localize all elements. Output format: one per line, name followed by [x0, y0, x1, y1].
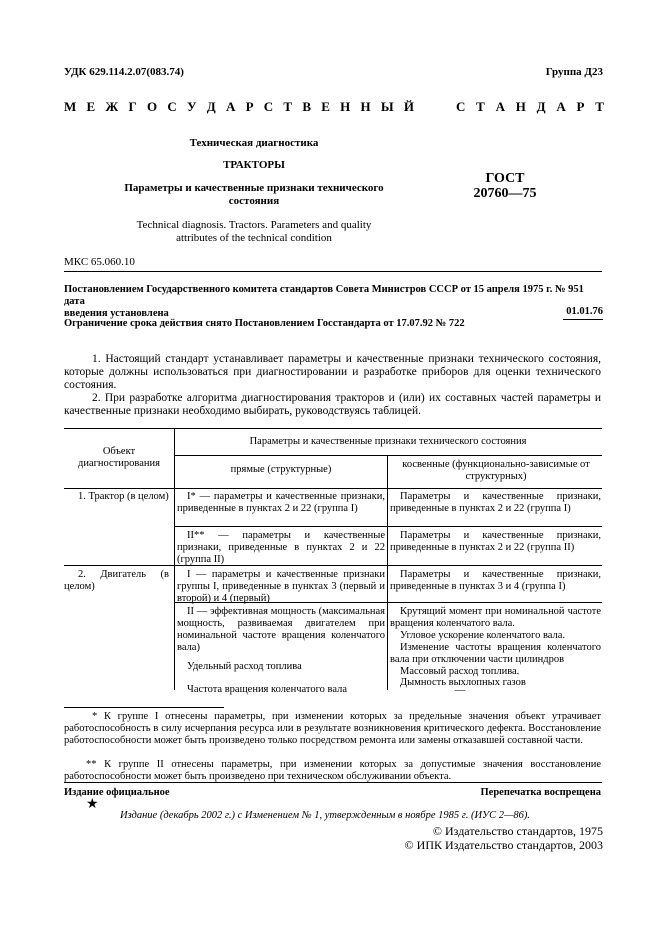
- title-sub-line2: состояния: [228, 195, 280, 207]
- heading-letter: Й: [403, 99, 414, 114]
- heading-letter: А: [495, 99, 505, 114]
- row1-object: 1. Трактор (в целом): [78, 491, 169, 502]
- row2b-indirect-fuelmass: Массовый расход топлива.: [400, 666, 520, 677]
- gost-label: ГОСТ: [485, 171, 525, 186]
- title-sub-line1: Параметры и качественные признаки технического: [124, 182, 384, 194]
- title-english-line1: Technical diagnosis. Tractors. Parameters and quality: [136, 219, 372, 231]
- table-hline-params: [175, 455, 602, 456]
- heading-letter: Т: [476, 99, 485, 114]
- heading-letter: Д: [206, 99, 216, 114]
- copyright-2003: © ИПК Издательство стандартов, 2003: [404, 838, 603, 852]
- heading-letter: С: [263, 99, 274, 114]
- heading-letter: С: [167, 99, 177, 114]
- table-hline-row1: [175, 526, 602, 527]
- title-sub: [64, 182, 444, 208]
- row1b-indirect: Параметры и качественные признаки, приведенные в пунктах 2 и 22 (группа II): [390, 530, 601, 553]
- paragraph-1: 1. Настоящий стандарт устанавливает параметры и качественные признаки технического состояния, которые должны использоваться при диагностировании и разработке приборов для оценки технического состояния.: [64, 353, 601, 391]
- resolution-line1: Постановлением Государственного комитета стандартов Совета Министров СССР от 15 апреля 1975 г. № 951 дата: [64, 284, 584, 307]
- heading-letter: Н: [515, 99, 526, 114]
- mks-code: МКС 65.060.10: [64, 256, 135, 268]
- title-main: ТРАКТОРЫ: [223, 159, 285, 171]
- heading-word-interstate: [64, 99, 414, 115]
- row2a-indirect: Параметры и качественные признаки, приведенные в пунктах 3 и 4 (группа I): [390, 569, 601, 592]
- reprint-prohibited: Перепечатка воспрещена: [480, 787, 601, 798]
- heading-letter: А: [225, 99, 236, 114]
- row1a-indirect: Параметры и качественные признаки, приведенные в пунктах 2 и 22 (группа I): [390, 491, 601, 514]
- group-code: Группа Д23: [545, 66, 603, 78]
- footnote-1: * К группе I отнесены параметры, при изменении которых за предельные значения объект утрачивает работоспособность в силу исчерпания ресурса или в результате возникновения критического дефекта. Восстановление работоспособности может быть произведено только посредством ремонта или замены отказавшей составной части.: [64, 711, 601, 746]
- divider-top: [64, 271, 602, 272]
- copyright-1975: © Издательство стандартов, 1975: [432, 824, 603, 838]
- edition-note: Издание (декабрь 2002 г.) с Изменением № 1, утвержденным в ноябре 1985 г. (ИУС 2—86).: [120, 810, 530, 821]
- gost-designation: [455, 171, 555, 201]
- row2b-direct-fuel: Удельный расход топлива: [187, 661, 302, 672]
- row2b-direct-power: II — эффективная мощность (максимальная мощность, развиваемая двигателем при номинальной частоте вращения коленчатого вала): [177, 606, 385, 653]
- heading-letter: М: [64, 99, 77, 114]
- row2b-indirect-speedchange: Изменение частоты вращения коленчатого вала при отключении части цилиндров: [390, 642, 601, 665]
- heading-letter: Ы: [380, 99, 394, 114]
- title-subject: Техническая диагностика: [189, 137, 319, 149]
- table-hline-header: [64, 488, 602, 489]
- footnote-rule: [64, 707, 224, 708]
- row2b-direct-rpm: Частота вращения коленчатого вала: [187, 684, 347, 695]
- heading-letter: У: [187, 99, 197, 114]
- heading-letter: Е: [86, 99, 96, 114]
- heading-letter: Р: [576, 99, 585, 114]
- official-edition: Издание официальное: [64, 787, 170, 798]
- row2b-indirect-accel: Угловое ускорение коленчатого вала.: [400, 630, 566, 641]
- resolution-line2: введения установлена: [64, 308, 169, 319]
- heading-word-standard: [456, 99, 604, 115]
- title-english-line2: attributes of the technical condition: [176, 232, 332, 244]
- th-direct: прямые (структурные): [230, 464, 332, 475]
- heading-letter: А: [556, 99, 566, 114]
- row2b-indirect-dash: —: [454, 685, 466, 696]
- heading-letter: Т: [283, 99, 293, 114]
- heading-letter: Г: [128, 99, 137, 114]
- th-object: Объект диагностирования: [78, 446, 160, 469]
- interstate-standard-heading: [64, 99, 604, 115]
- star-icon: ★: [86, 797, 99, 812]
- row2b-indirect-torque: Крутящий момент при номинальной частоте вращения коленчатого вала.: [390, 606, 601, 629]
- title-english: [64, 219, 444, 245]
- heading-letter: Н: [360, 99, 371, 114]
- limit-removed-text: Ограничение срока действия снято Постановлением Госстандарта от 17.07.92 № 722: [64, 318, 465, 329]
- divider-bottom: [64, 782, 602, 783]
- heading-letter: Е: [321, 99, 330, 114]
- table-vline-1: [174, 429, 175, 690]
- footnote-2: ** К группе II отнесены параметры, при изменении которых за допустимые значения восстановление работоспособности может быть произведено при техническом обслуживании объекта.: [64, 759, 601, 782]
- table-top-border: [64, 428, 602, 429]
- heading-letter: Ж: [105, 99, 119, 114]
- row2a-direct: I — параметры и качественные признаки группы I, приведенные в пунктах 3 (первый и второй) и 4 (первый): [177, 569, 385, 604]
- heading-letter: Т: [595, 99, 604, 114]
- row1a-direct: I* — параметры и качественные признаки, приведенные в пунктах 2 и 22 (группа I): [177, 491, 385, 514]
- heading-letter: Д: [536, 99, 546, 114]
- udk-code: УДК 629.114.2.07(083.74): [64, 66, 184, 78]
- row1b-direct: II** — параметры и качественные признаки, приведенные в пунктах 2 и 22 (группа II): [177, 530, 385, 565]
- paragraph-2: 2. При разработке алгоритма диагностирования тракторов и (или) их составных частей параметры и качественные признаки необходимо выбирать, руководствуясь таблицей.: [64, 392, 601, 417]
- table-vline-2: [387, 455, 388, 690]
- row2b-indirect-smoke: Дымность выхлопных газов: [400, 677, 526, 688]
- heading-letter: О: [147, 99, 158, 114]
- heading-letter: В: [302, 99, 311, 114]
- heading-letter: С: [456, 99, 466, 114]
- introduction-date: 01.01.76: [566, 306, 603, 317]
- heading-letter: Н: [340, 99, 351, 114]
- th-indirect: косвенные (функционально-зависимые от структурных): [402, 459, 590, 482]
- row2-object: 2. Двигатель (в целом): [64, 569, 169, 592]
- resolution-text: [64, 284, 602, 320]
- th-params: Параметры и качественные признаки технического состояния: [249, 436, 527, 447]
- heading-letter: Р: [245, 99, 254, 114]
- gost-number: 20760—75: [473, 186, 537, 201]
